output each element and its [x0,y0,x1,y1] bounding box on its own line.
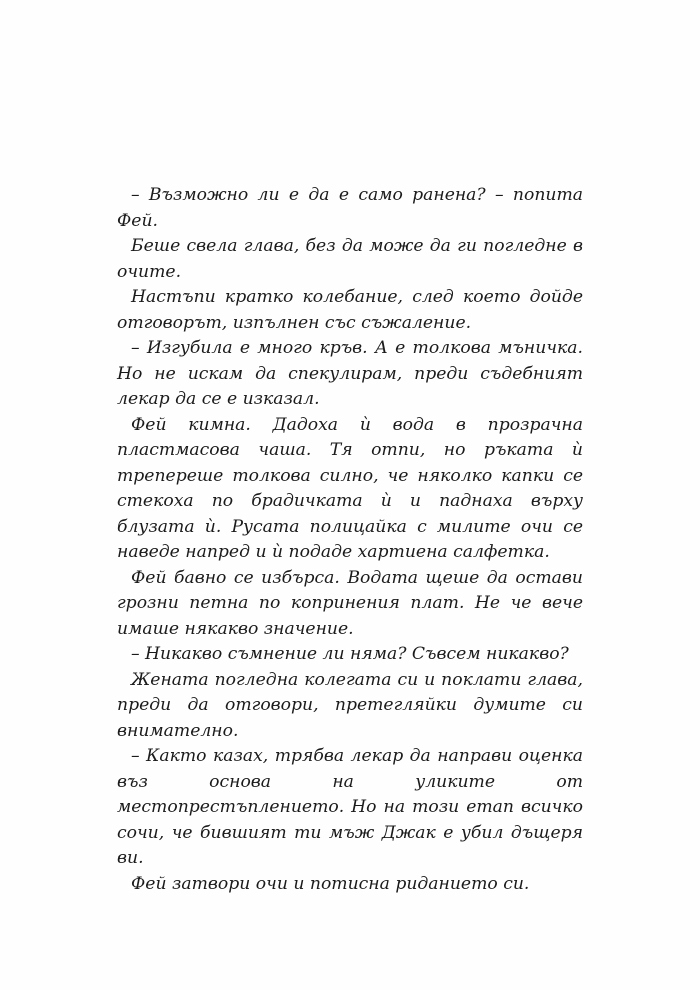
paragraph: Фей кимна. Дадоха ѝ вода в прозрачна пластмасова чаша. Тя отпи, но ръката ѝ трепереше толкова силно, че няколко капки се стекоха по брадичката ѝ и паднаха върху блузата ѝ. Русата полицайка с милите очи се наведе напред и ѝ подаде хартиена салфетка. [117,414,583,562]
paragraph: Фей затвори очи и потисна риданието си. [131,873,530,894]
paragraph: Фей бавно се избърса. Водата щеше да остави грозни петна по копринения плат. Не че вече имаше някакво значение. [117,567,583,639]
page-text [117,183,583,897]
paragraph: – Изгубила е много кръв. А е толкова мъничка. Но не искам да спекулирам, преди съдебният лекар да се е изказал. [117,338,583,409]
paragraph: – Както казах, трябва лекар да направи оценка въз основа на уликите от местопрестъплението. Но на този етап всичко сочи, че бившият ти мъж Джак е убил дъщеря ви. [117,746,583,868]
paragraph: Жената погледна колегата си и поклати глава, преди да отговори, претегляйки думите си внимателно. [117,669,583,741]
paragraph: – Възможно ли е да е само ранена? – попита Фей. [117,185,583,231]
paragraph: Настъпи кратко колебание, след което дойде отговорът, изпълнен със съжаление. [117,287,583,333]
paragraph: Беше свела глава, без да може да ги погледне в очите. [117,236,583,282]
paragraph: – Никакво съмнение ли няма? Съвсем никакво? [131,644,569,664]
